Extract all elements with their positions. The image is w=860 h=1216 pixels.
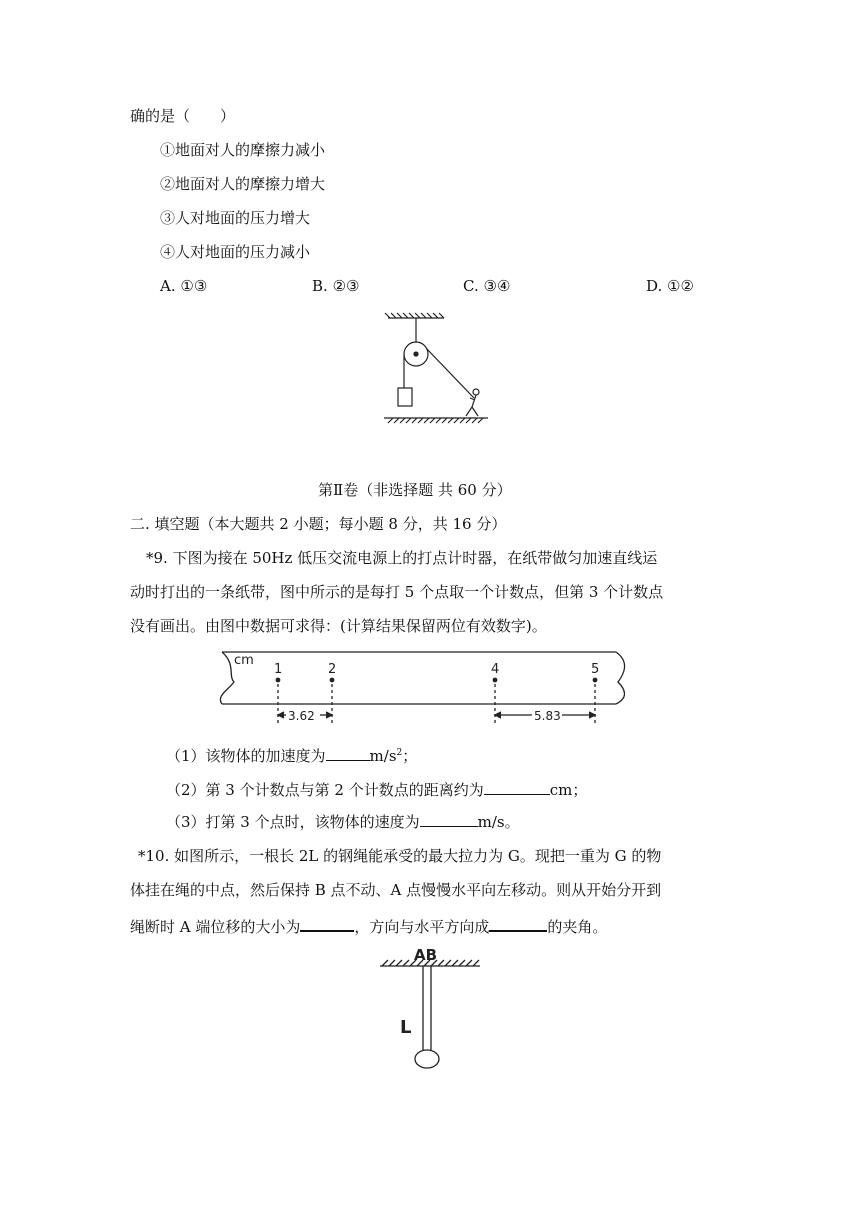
person-body xyxy=(466,395,478,416)
q10-line-1: *10. 如图所示，一根长 2L 的钢绳能承受的最大拉力为 G。现把一重为 G 的物 xyxy=(138,847,662,865)
q8-option-c xyxy=(463,276,510,296)
hanging-weight xyxy=(415,1050,439,1068)
point-5-label: 5 xyxy=(591,662,600,677)
q9-sub-1-exponent: 2 xyxy=(396,748,403,758)
q10-line-3-mid: ，方向与水平方向成 xyxy=(354,918,490,936)
section-heading: 二. 填空题（本大题共 2 小题；每小题 8 分，共 16 分） xyxy=(130,515,507,533)
point-2-dot xyxy=(330,678,335,683)
paper-tape-figure xyxy=(214,648,634,728)
answer-blank[interactable] xyxy=(326,744,370,761)
q9-sub-1-unit: m/s xyxy=(369,747,397,765)
option-letter: D. xyxy=(646,277,663,295)
answer-blank[interactable] xyxy=(300,914,354,932)
option-text: ①② xyxy=(667,277,694,295)
option-letter: A. xyxy=(160,277,176,295)
answer-blank[interactable] xyxy=(489,914,547,932)
point-1-dot xyxy=(276,678,281,683)
point-4-dot xyxy=(493,678,498,683)
q9-sub-2-text: （2）第 3 个计数点与第 2 个计数点的距离约为 xyxy=(166,781,484,799)
q9-sub-1-end: ； xyxy=(402,747,418,765)
q8-statement-3: ③人对地面的压力增大 xyxy=(160,209,311,227)
q10-line-3 xyxy=(130,914,607,937)
tape-unit-label: cm xyxy=(234,653,254,668)
tape-right-tear xyxy=(616,652,625,704)
q9-line-2: 动时打出的一条纸带，图中所示的是每打 5 个点取一个计数点，但第 3 个计数点 xyxy=(130,583,664,601)
dim-12-arrow-right xyxy=(326,712,332,718)
q9-sub-2-end: cm； xyxy=(549,781,588,799)
rope-weight-figure xyxy=(376,944,486,1074)
point-4-label: 4 xyxy=(491,662,500,677)
person-head xyxy=(473,389,479,395)
q9-sub-3 xyxy=(166,810,520,832)
option-text: ②③ xyxy=(332,277,360,295)
rope-to-person xyxy=(426,348,474,398)
option-text: ①③ xyxy=(180,277,208,295)
pulley-axle xyxy=(414,352,418,356)
ceiling-hatch xyxy=(385,313,444,318)
point-1-label: 1 xyxy=(274,662,283,677)
ground-hatch xyxy=(388,418,483,423)
q8-stem-tail: 确的是（ ） xyxy=(130,107,236,125)
q9-line-3: 没有画出。由图中数据可求得：(计算结果保留两位有效数字)。 xyxy=(130,617,547,635)
q10-line-3-end: 的夹角。 xyxy=(547,918,608,936)
point-2-label: 2 xyxy=(328,662,337,677)
answer-blank[interactable] xyxy=(420,810,478,827)
distance-12-label: 3.62 xyxy=(288,709,315,723)
point-5-dot xyxy=(593,678,598,683)
hanging-block xyxy=(398,388,412,406)
tape-left-tear xyxy=(220,652,234,704)
q9-sub-2 xyxy=(166,778,587,800)
fig-length-label: L xyxy=(400,1017,412,1038)
distance-45-label: 5.83 xyxy=(534,709,561,723)
dim-12-arrow-left xyxy=(278,712,284,718)
q9-sub-1-text: （1）该物体的加速度为 xyxy=(166,747,326,765)
q8-option-a xyxy=(160,276,207,296)
pulley-figure xyxy=(380,312,490,428)
q8-statement-4: ④人对地面的压力减小 xyxy=(160,243,311,261)
q8-statement-2: ②地面对人的摩擦力增大 xyxy=(160,175,326,193)
q8-option-d xyxy=(646,276,694,296)
q10-line-2: 体挂在绳的中点，然后保持 B 点不动、A 点慢慢水平向左移动。则从开始分开到 xyxy=(130,881,662,899)
option-letter: B. xyxy=(312,277,328,295)
q9-sub-3-end: m/s。 xyxy=(477,813,520,831)
q10-line-3-text: 绳断时 A 端位移的大小为 xyxy=(130,918,301,936)
fig-top-label: AB xyxy=(414,946,438,964)
section-title: 第Ⅱ卷（非选择题 共 60 分） xyxy=(318,481,512,499)
option-text: ③④ xyxy=(483,277,511,295)
q9-line-1: *9. 下图为接在 50Hz 低压交流电源上的打点计时器，在纸带做匀加速直线运 xyxy=(146,549,658,567)
q8-statement-1: ①地面对人的摩擦力减小 xyxy=(160,141,326,159)
answer-blank[interactable] xyxy=(484,778,550,795)
q8-option-b xyxy=(312,276,359,296)
dim-45-arrow-right xyxy=(589,712,595,718)
dim-45-arrow-left xyxy=(495,712,501,718)
q9-sub-1 xyxy=(166,744,417,766)
option-letter: C. xyxy=(463,277,479,295)
q9-sub-3-text: （3）打第 3 个点时，该物体的速度为 xyxy=(166,813,420,831)
